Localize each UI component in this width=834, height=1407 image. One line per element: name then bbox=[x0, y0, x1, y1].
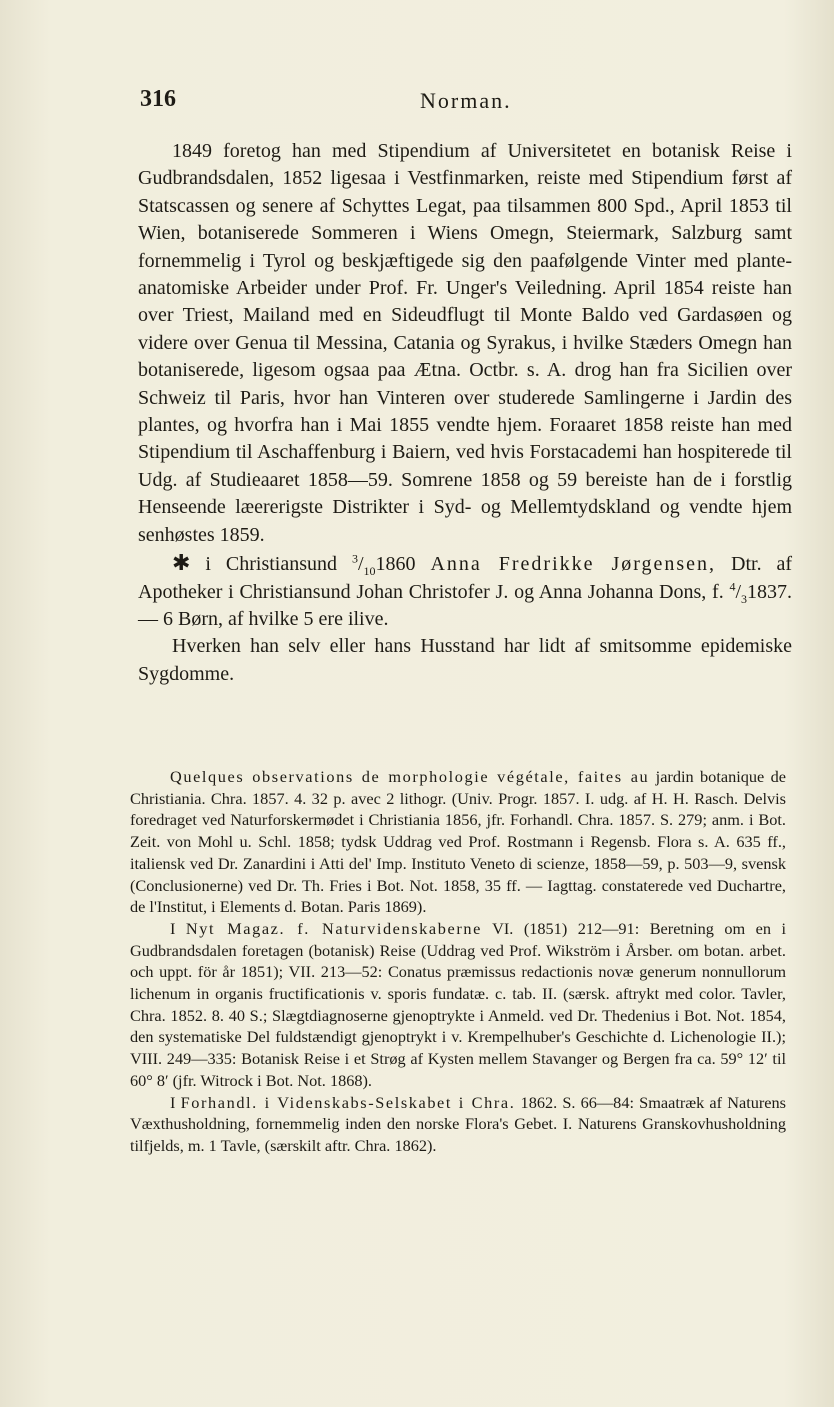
bibliography bbox=[130, 766, 786, 1157]
paragraph-health: Hverken han selv eller hans Husstand har lidt af smitsomme epidemiske Sygdomme. bbox=[138, 635, 792, 685]
entry-1-text: jardin botanique de Christiania. Chra. 1857. 4. 32 p. avec 2 lithogr. (Univ. Progr. 1857. I. udg. af H. H. Rasch. Delvis foredraget ved Naturforskermødet i Christiania 1856, jfr. Forhandl. Chra. 1857. S. 279; anm. i Bot. Zeit. von Mohl u. Schl. 1858; tydsk Uddrag ved Prof. Rostmann i Regensb. Flora s. A. 635 ff., italiensk ved Dr. Zanardini i Atti del' Imp. Instituto Veneto di scienze, 1858—59, p. 503—9, svensk (Conclusionerne) ved Dr. Th. Fries i Bot. Not. 1858, 35 ff. — Iagttag. constaterede ved Duchartre, de l'Institut, i Elements d. Botan. Paris 1869). bbox=[130, 767, 787, 917]
paragraph-travels: 1849 foretog han med Stipendium af Universitetet en botanisk Reise i Gudbrandsdalen, 1852 ligesaa i Vestfinmarken, reiste med Stipendium først af Statscassen og senere af Schyttes Legat, paa tilsammen 800 Spd., April 1853 til Wien, botaniserede Sommeren i Wiens Omegn, Steiermark, Salzburg samt fornemmelig i Tyrol og beskjæftigede sig den paafølgende Vinter med plante-anatomiske Arbeider under Prof. Fr. Unger's Veiledning. April 1854 reiste han over Triest, Mailand med en Sideudflugt til Monte Baldo ved Gardasøen og videre over Genua til Messina, Catania og Syrakus, i hvilke Stæders Omegn han botaniserede, ligesom ogsaa paa Ætna. Octbr. s. A. drog han fra Sicilien over Schweiz til Paris, hvor han Vinteren over studerede Samlingerne i Jardin des plantes, og hvorfra han i Mai 1855 vendte hjem. Foraaret 1858 reiste han med Stipendium til Aschaffenburg i Baiern, ved hvis Forstacademi han hospiterede til Udg. af Studieaaret 1858—59. Somrene 1858 og 59 bereiste han de i forstlig Henseende læererigste Distrikter i Syd- og Mellemtydskland og vendte hjem senhøstes 1859. bbox=[138, 140, 792, 546]
entry-3-text: 1862. S. 66—84: Smaatræk af Naturens Væxthusholdning, fornemmelig inden den norske Flora's Gebet. I. Naturens Granskovhusholdning tilfjelds, m. 1 Tavle, (særskilt aftr. Chra. 1862). bbox=[130, 1092, 787, 1155]
marriage-day: 3 bbox=[351, 551, 358, 566]
entry-2-title: Nyt Magaz. f. Naturvidenskaberne bbox=[185, 918, 482, 938]
married-symbol: ✱ bbox=[172, 550, 191, 576]
page-number: 316 bbox=[140, 86, 176, 112]
marriage-month: 10 bbox=[363, 564, 376, 579]
children-text: 1837. — 6 Børn, af hvilke 5 ere ilive. bbox=[138, 580, 793, 630]
birth-month: 3 bbox=[741, 591, 748, 606]
entry-1-title: Quelques observations de morphologie végétale, faites au bbox=[170, 767, 650, 786]
running-title: Norman. bbox=[420, 88, 512, 113]
spouse-name: Anna Fredrikke Jørgensen, bbox=[430, 553, 717, 576]
bibliography-entry-1 bbox=[130, 766, 786, 918]
bibliography-entry-2 bbox=[130, 918, 786, 1092]
paragraph-marriage: ✱ i Christiansund $^3/_{10}1860$ Anna Fredrikke Jørgensen, Dtr. af Apotheker i Christiansund Johan Christofer J. og Anna Johanna Dons, f. $^4/_31837$. — 6 Børn, af hvilke 5 ere ilive. bbox=[138, 550, 793, 630]
marriage-place: i Christiansund bbox=[205, 553, 338, 576]
entry-2-text: VI. (1851) 212—91: Beretning om en i Gudbrandsdalen foretagen (botanisk) Reise (Uddrag ved Prof. Wikström i Årsber. om botan. arbet. och uppt. för år 1851); VII. 213—52: Conatus præmissus redactionis novæ generum nonnullorum lichenum in organis fructificationis v. sporis fundatæ. c. tab. II. (særsk. aftrykt med color. Tavler, Chra. 1852. 8. 40 S.; Slægtdiagnoserne gjenoptrykte i Anmeld. ved Dr. Thedenius i Bot. Not. 1854, den systematiske Del fuldstændigt gjenoptrykt i v. Krempelhuber's Geschichte d. Lichenologie II.); VIII. 249—335: Botanisk Reise i et Strøg af Kysten mellem Stavanger og Bergen fra ca. 59° 12′ til 60° 8′ (jfr. Witrock i Bot. Not. 1868). bbox=[130, 918, 787, 1090]
entry-3-lead: I bbox=[170, 1092, 176, 1112]
birth-day: 4 bbox=[729, 578, 736, 593]
entry-3-title: Forhandl. i Videnskabs-Selskabet i Chra. bbox=[180, 1092, 516, 1112]
bibliography-entry-3 bbox=[130, 1092, 786, 1157]
spouse-details: Dtr. af Apotheker i Christiansund Johan Christofer J. og Anna Johanna Dons, f. bbox=[138, 553, 793, 603]
page-header bbox=[140, 86, 800, 116]
entry-2-lead: I bbox=[170, 918, 176, 938]
biography-text bbox=[138, 138, 792, 688]
marriage-year: 1860 bbox=[375, 553, 416, 576]
